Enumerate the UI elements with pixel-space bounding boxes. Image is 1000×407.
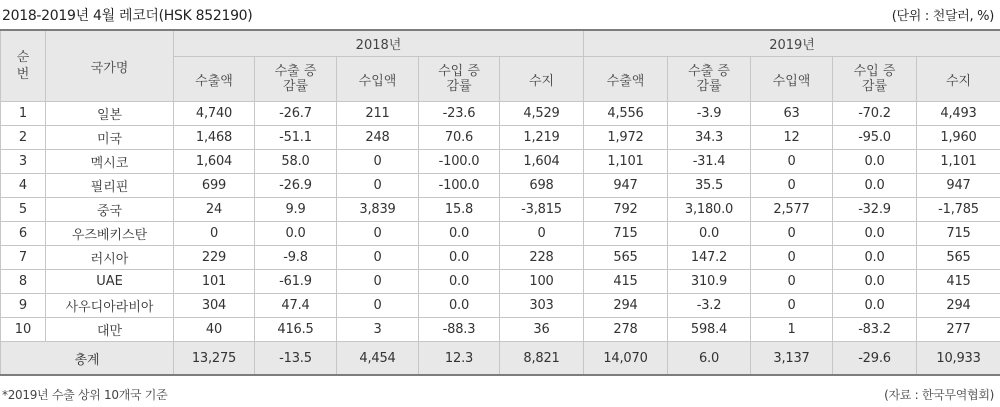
cell-import-amount-2018: 211 (337, 102, 419, 126)
cell-balance-2019: 4,493 (917, 102, 1000, 126)
cell-export-amount-2018: 229 (174, 246, 255, 270)
header-rank-label: 순번 (16, 50, 30, 82)
header-export-growth-2019 (668, 57, 751, 102)
cell-total-import-amount-2019: 3,137 (751, 342, 833, 376)
cell-balance-2018: 698 (500, 174, 584, 198)
cell-import-growth-2018: -88.3 (419, 318, 500, 342)
cell-import-growth-2019: 0.0 (833, 174, 917, 198)
table-row (1, 222, 1000, 246)
header-row-years (1, 30, 1000, 57)
table-caption: 2018-2019년 4월 레코더(HSK 852190) (2, 8, 253, 24)
cell-rank: 9 (1, 294, 46, 318)
cell-import-growth-2018: -100.0 (419, 150, 500, 174)
header-balance-2019: 수지 (917, 57, 1000, 102)
cell-import-growth-2018: 0.0 (419, 222, 500, 246)
cell-import-growth-2018: -23.6 (419, 102, 500, 126)
cell-export-amount-2019: 1,972 (584, 126, 668, 150)
cell-import-growth-2019: -70.2 (833, 102, 917, 126)
cell-total-export-growth-2019: 6.0 (668, 342, 751, 376)
cell-country: 멕시코 (46, 150, 174, 174)
header-year-2019: 2019년 (584, 30, 1000, 57)
cell-import-amount-2018: 248 (337, 126, 419, 150)
cell-rank: 1 (1, 102, 46, 126)
cell-total-export-growth-2018: -13.5 (255, 342, 337, 376)
table-row (1, 150, 1000, 174)
cell-balance-2019: 947 (917, 174, 1000, 198)
table-row (1, 198, 1000, 222)
cell-export-growth-2019: 0.0 (668, 222, 751, 246)
cell-balance-2018: 0 (500, 222, 584, 246)
cell-import-growth-2018: 0.0 (419, 246, 500, 270)
cell-balance-2019: -1,785 (917, 198, 1000, 222)
header-import-amount-2019: 수입액 (751, 57, 833, 102)
table-row (1, 174, 1000, 198)
cell-rank: 4 (1, 174, 46, 198)
cell-import-amount-2018: 0 (337, 150, 419, 174)
cell-export-growth-2019: 147.2 (668, 246, 751, 270)
cell-export-amount-2018: 4,740 (174, 102, 255, 126)
cell-rank: 8 (1, 270, 46, 294)
cell-import-amount-2018: 0 (337, 174, 419, 198)
cell-import-growth-2019: 0.0 (833, 150, 917, 174)
cell-import-amount-2018: 0 (337, 294, 419, 318)
cell-import-growth-2019: 0.0 (833, 246, 917, 270)
cell-rank: 3 (1, 150, 46, 174)
cell-export-growth-2018: -26.7 (255, 102, 337, 126)
cell-export-amount-2018: 1,468 (174, 126, 255, 150)
cell-balance-2018: 303 (500, 294, 584, 318)
cell-balance-2019: 415 (917, 270, 1000, 294)
cell-export-amount-2019: 565 (584, 246, 668, 270)
total-row (1, 342, 1000, 376)
cell-import-growth-2019: -32.9 (833, 198, 917, 222)
header-import-amount-2018: 수입액 (337, 57, 419, 102)
cell-total-import-growth-2019: -29.6 (833, 342, 917, 376)
cell-import-amount-2018: 0 (337, 222, 419, 246)
table-row (1, 294, 1000, 318)
cell-export-growth-2019: -3.2 (668, 294, 751, 318)
cell-export-growth-2019: -31.4 (668, 150, 751, 174)
cell-export-growth-2019: 34.3 (668, 126, 751, 150)
cell-import-amount-2018: 3,839 (337, 198, 419, 222)
table-row (1, 270, 1000, 294)
header-year-2018: 2018년 (174, 30, 584, 57)
cell-country: 필리핀 (46, 174, 174, 198)
cell-country: 일본 (46, 102, 174, 126)
cell-country: 대만 (46, 318, 174, 342)
cell-export-amount-2019: 1,101 (584, 150, 668, 174)
cell-import-growth-2019: 0.0 (833, 222, 917, 246)
cell-export-growth-2019: -3.9 (668, 102, 751, 126)
cell-export-amount-2018: 699 (174, 174, 255, 198)
cell-import-growth-2018: -100.0 (419, 174, 500, 198)
cell-export-amount-2019: 278 (584, 318, 668, 342)
cell-import-amount-2019: 0 (751, 150, 833, 174)
header-rank (1, 30, 46, 102)
cell-import-amount-2019: 0 (751, 294, 833, 318)
cell-balance-2019: 1,101 (917, 150, 1000, 174)
cell-balance-2018: 228 (500, 246, 584, 270)
cell-country: 중국 (46, 198, 174, 222)
cell-export-amount-2019: 415 (584, 270, 668, 294)
table-body (1, 102, 1000, 376)
cell-export-growth-2018: 416.5 (255, 318, 337, 342)
cell-import-growth-2018: 0.0 (419, 294, 500, 318)
cell-balance-2019: 294 (917, 294, 1000, 318)
cell-balance-2018: -3,815 (500, 198, 584, 222)
cell-export-growth-2019: 310.9 (668, 270, 751, 294)
header-import-growth-2019 (833, 57, 917, 102)
header-export-growth-2019-label: 수출 증감률 (688, 64, 730, 94)
cell-balance-2018: 36 (500, 318, 584, 342)
cell-import-amount-2019: 1 (751, 318, 833, 342)
header-export-amount-2018: 수출액 (174, 57, 255, 102)
cell-export-amount-2018: 1,604 (174, 150, 255, 174)
table-row (1, 102, 1000, 126)
header-import-growth-2019-label: 수입 증감률 (853, 64, 896, 94)
cell-total-label: 총계 (1, 342, 174, 376)
cell-import-amount-2019: 63 (751, 102, 833, 126)
cell-export-growth-2018: -9.8 (255, 246, 337, 270)
cell-import-growth-2019: 0.0 (833, 270, 917, 294)
cell-import-growth-2018: 15.8 (419, 198, 500, 222)
cell-import-amount-2019: 12 (751, 126, 833, 150)
cell-country: UAE (46, 270, 174, 294)
cell-export-amount-2018: 24 (174, 198, 255, 222)
cell-export-amount-2018: 40 (174, 318, 255, 342)
trade-table (0, 29, 1000, 376)
cell-import-growth-2019: 0.0 (833, 294, 917, 318)
header-export-growth-2018 (255, 57, 337, 102)
table-row (1, 126, 1000, 150)
cell-import-amount-2018: 3 (337, 318, 419, 342)
cell-rank: 2 (1, 126, 46, 150)
cell-import-amount-2019: 0 (751, 222, 833, 246)
cell-export-growth-2018: 9.9 (255, 198, 337, 222)
cell-export-growth-2018: -26.9 (255, 174, 337, 198)
footnote: *2019년 수출 상위 10개국 기준 (2, 388, 168, 402)
table-row (1, 246, 1000, 270)
cell-import-amount-2019: 2,577 (751, 198, 833, 222)
cell-country: 사우디아라비아 (46, 294, 174, 318)
cell-export-growth-2019: 3,180.0 (668, 198, 751, 222)
cell-rank: 6 (1, 222, 46, 246)
cell-balance-2019: 715 (917, 222, 1000, 246)
cell-export-amount-2018: 0 (174, 222, 255, 246)
cell-export-growth-2018: 0.0 (255, 222, 337, 246)
cell-rank: 10 (1, 318, 46, 342)
cell-balance-2018: 1,604 (500, 150, 584, 174)
cell-export-amount-2019: 715 (584, 222, 668, 246)
cell-import-growth-2018: 70.6 (419, 126, 500, 150)
table-row (1, 318, 1000, 342)
footer (0, 384, 1000, 404)
cell-export-amount-2019: 294 (584, 294, 668, 318)
cell-balance-2019: 565 (917, 246, 1000, 270)
cell-balance-2019: 1,960 (917, 126, 1000, 150)
cell-export-amount-2019: 792 (584, 198, 668, 222)
header-export-amount-2019: 수출액 (584, 57, 668, 102)
header-balance-2018: 수지 (500, 57, 584, 102)
unit-label: (단위 : 천달러, %) (891, 9, 994, 24)
cell-total-balance-2019: 10,933 (917, 342, 1000, 376)
cell-balance-2018: 4,529 (500, 102, 584, 126)
cell-export-growth-2018: 58.0 (255, 150, 337, 174)
cell-import-growth-2018: 0.0 (419, 270, 500, 294)
header-import-growth-2018-label: 수입 증감률 (438, 64, 480, 94)
cell-import-amount-2019: 0 (751, 174, 833, 198)
cell-export-growth-2018: 47.4 (255, 294, 337, 318)
cell-country: 미국 (46, 126, 174, 150)
header-export-growth-2018-label: 수출 증감률 (274, 64, 317, 94)
cell-rank: 5 (1, 198, 46, 222)
cell-balance-2019: 277 (917, 318, 1000, 342)
cell-export-growth-2019: 35.5 (668, 174, 751, 198)
cell-country: 러시아 (46, 246, 174, 270)
cell-import-amount-2018: 0 (337, 246, 419, 270)
cell-import-amount-2019: 0 (751, 270, 833, 294)
cell-rank: 7 (1, 246, 46, 270)
cell-import-growth-2019: -83.2 (833, 318, 917, 342)
cell-import-growth-2019: -95.0 (833, 126, 917, 150)
cell-total-export-amount-2018: 13,275 (174, 342, 255, 376)
cell-export-growth-2018: -51.1 (255, 126, 337, 150)
cell-balance-2018: 1,219 (500, 126, 584, 150)
caption-row (0, 0, 1000, 28)
cell-country: 우즈베키스탄 (46, 222, 174, 246)
cell-import-amount-2019: 0 (751, 246, 833, 270)
cell-total-export-amount-2019: 14,070 (584, 342, 668, 376)
cell-total-import-amount-2018: 4,454 (337, 342, 419, 376)
cell-export-growth-2019: 598.4 (668, 318, 751, 342)
cell-export-amount-2019: 947 (584, 174, 668, 198)
header-country: 국가명 (46, 30, 174, 102)
source-label: (자료 : 한국무역협회) (884, 388, 994, 402)
cell-export-amount-2018: 304 (174, 294, 255, 318)
cell-export-amount-2019: 4,556 (584, 102, 668, 126)
cell-total-balance-2018: 8,821 (500, 342, 584, 376)
cell-import-amount-2018: 0 (337, 270, 419, 294)
cell-export-growth-2018: -61.9 (255, 270, 337, 294)
cell-export-amount-2018: 101 (174, 270, 255, 294)
header-import-growth-2018 (419, 57, 500, 102)
cell-total-import-growth-2018: 12.3 (419, 342, 500, 376)
cell-balance-2018: 100 (500, 270, 584, 294)
